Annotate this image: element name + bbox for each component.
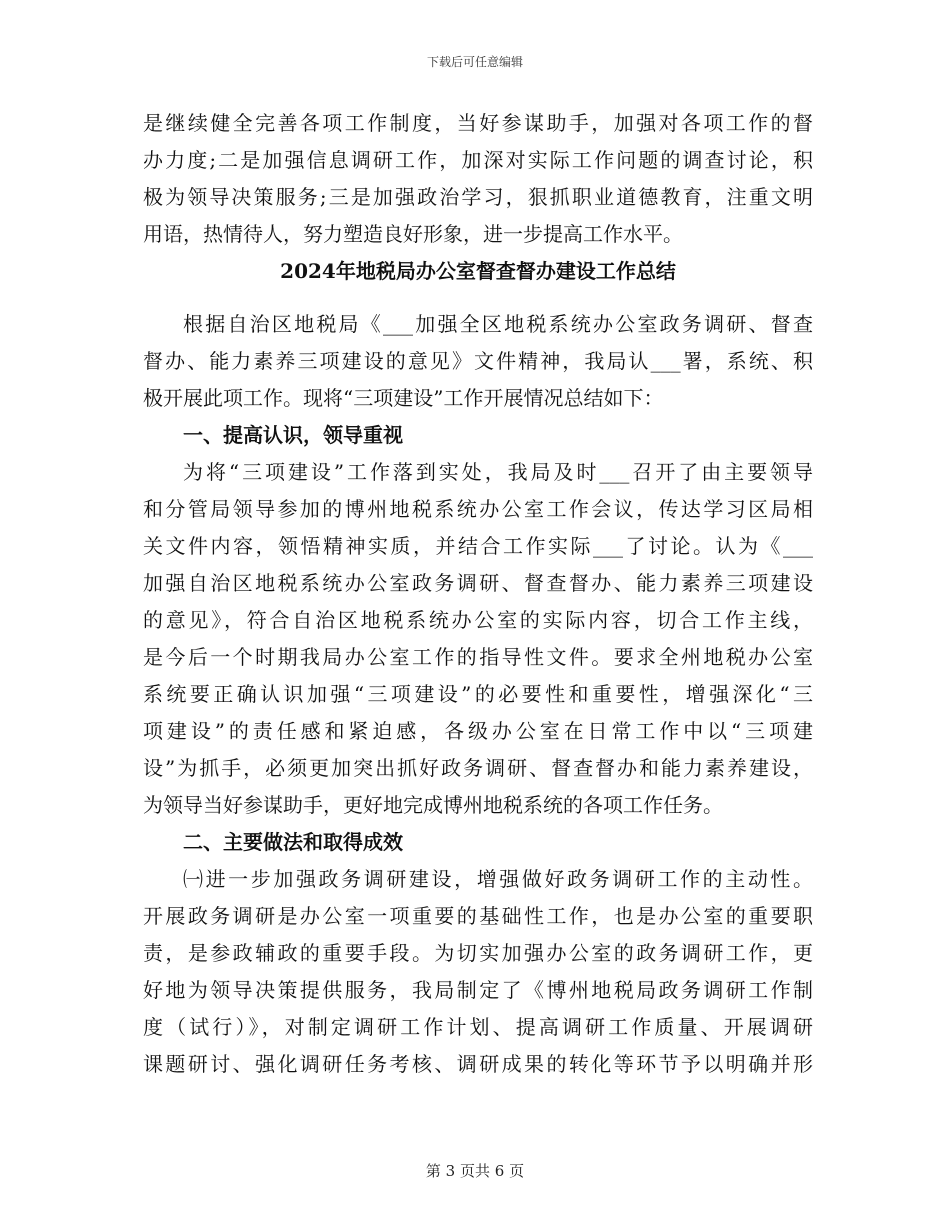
page-footer: 第 3 页共 6 页 (425, 1162, 525, 1180)
section-heading: 一、提高认识，领导重视 (183, 423, 403, 447)
document-title: 2024年地税局办公室督查督办建设工作总结 (280, 259, 676, 283)
text-line: 关文件内容，领悟精神实质，并结合工作实际___了讨论。认为《___ (143, 534, 813, 558)
text-line: 为将“三项建设”工作落到实处，我局及时___召开了由主要领导 (183, 460, 813, 484)
text-line: 项建设”的责任感和紧迫感，各级办公室在日常工作中以“三项建 (143, 719, 813, 743)
text-line: 和分管局领导参加的博州地税系统办公室工作会议，传达学习区局相 (143, 497, 813, 521)
document-body (143, 108, 813, 1086)
text-line: 课题研讨、强化调研任务考核、调研成果的转化等环节予以明确并形 (143, 1052, 813, 1076)
text-line: 开展政务调研是办公室一项重要的基础性工作，也是办公室的重要职 (143, 904, 813, 928)
text-line: 极开展此项工作。现将“三项建设”工作开展情况总结如下： (143, 386, 664, 410)
text-line: 系统要正确认识加强“三项建设”的必要性和重要性，增强深化“三 (143, 682, 813, 706)
text-line: 用语，热情待人，努力塑造良好形象，进一步提高工作水平。 (143, 222, 683, 246)
page-header: 下载后可任意编辑 (426, 55, 523, 69)
text-line: ㈠进一步加强政务调研建设，增强做好政务调研工作的主动性。 (183, 867, 813, 891)
text-line: 设”为抓手，必须更加突出抓好政务调研、督查督办和能力素养建设， (143, 756, 813, 780)
text-line: 督办、能力素养三项建设的意见》文件精神，我局认___署，系统、积 (143, 349, 813, 373)
text-line: 根据自治区地税局《___加强全区地税系统办公室政务调研、督查 (183, 312, 813, 336)
text-line: 是继续健全完善各项工作制度，当好参谋助手，加强对各项工作的督 (143, 111, 813, 135)
text-line: 度（试行）》，对制定调研工作计划、提高调研工作质量、开展调研 (143, 1015, 813, 1039)
text-line: 责，是参政辅政的重要手段。为切实加强办公室的政务调研工作，更 (143, 941, 813, 965)
text-line: 加强自治区地税系统办公室政务调研、督查督办、能力素养三项建设 (143, 571, 813, 595)
text-line: 的意见》，符合自治区地税系统办公室的实际内容，切合工作主线， (143, 608, 813, 632)
text-line: 极为领导决策服务;三是加强政治学习，狠抓职业道德教育，注重文明 (143, 185, 813, 209)
section-heading: 二、主要做法和取得成效 (183, 830, 403, 854)
text-line: 办力度;二是加强信息调研工作，加深对实际工作问题的调查讨论，积 (143, 148, 813, 172)
text-line: 是今后一个时期我局办公室工作的指导性文件。要求全州地税办公室 (143, 645, 813, 669)
text-line: 为领导当好参谋助手，更好地完成博州地税系统的各项工作任务。 (143, 793, 723, 817)
text-line: 好地为领导决策提供服务，我局制定了《博州地税局政务调研工作制 (143, 978, 813, 1002)
